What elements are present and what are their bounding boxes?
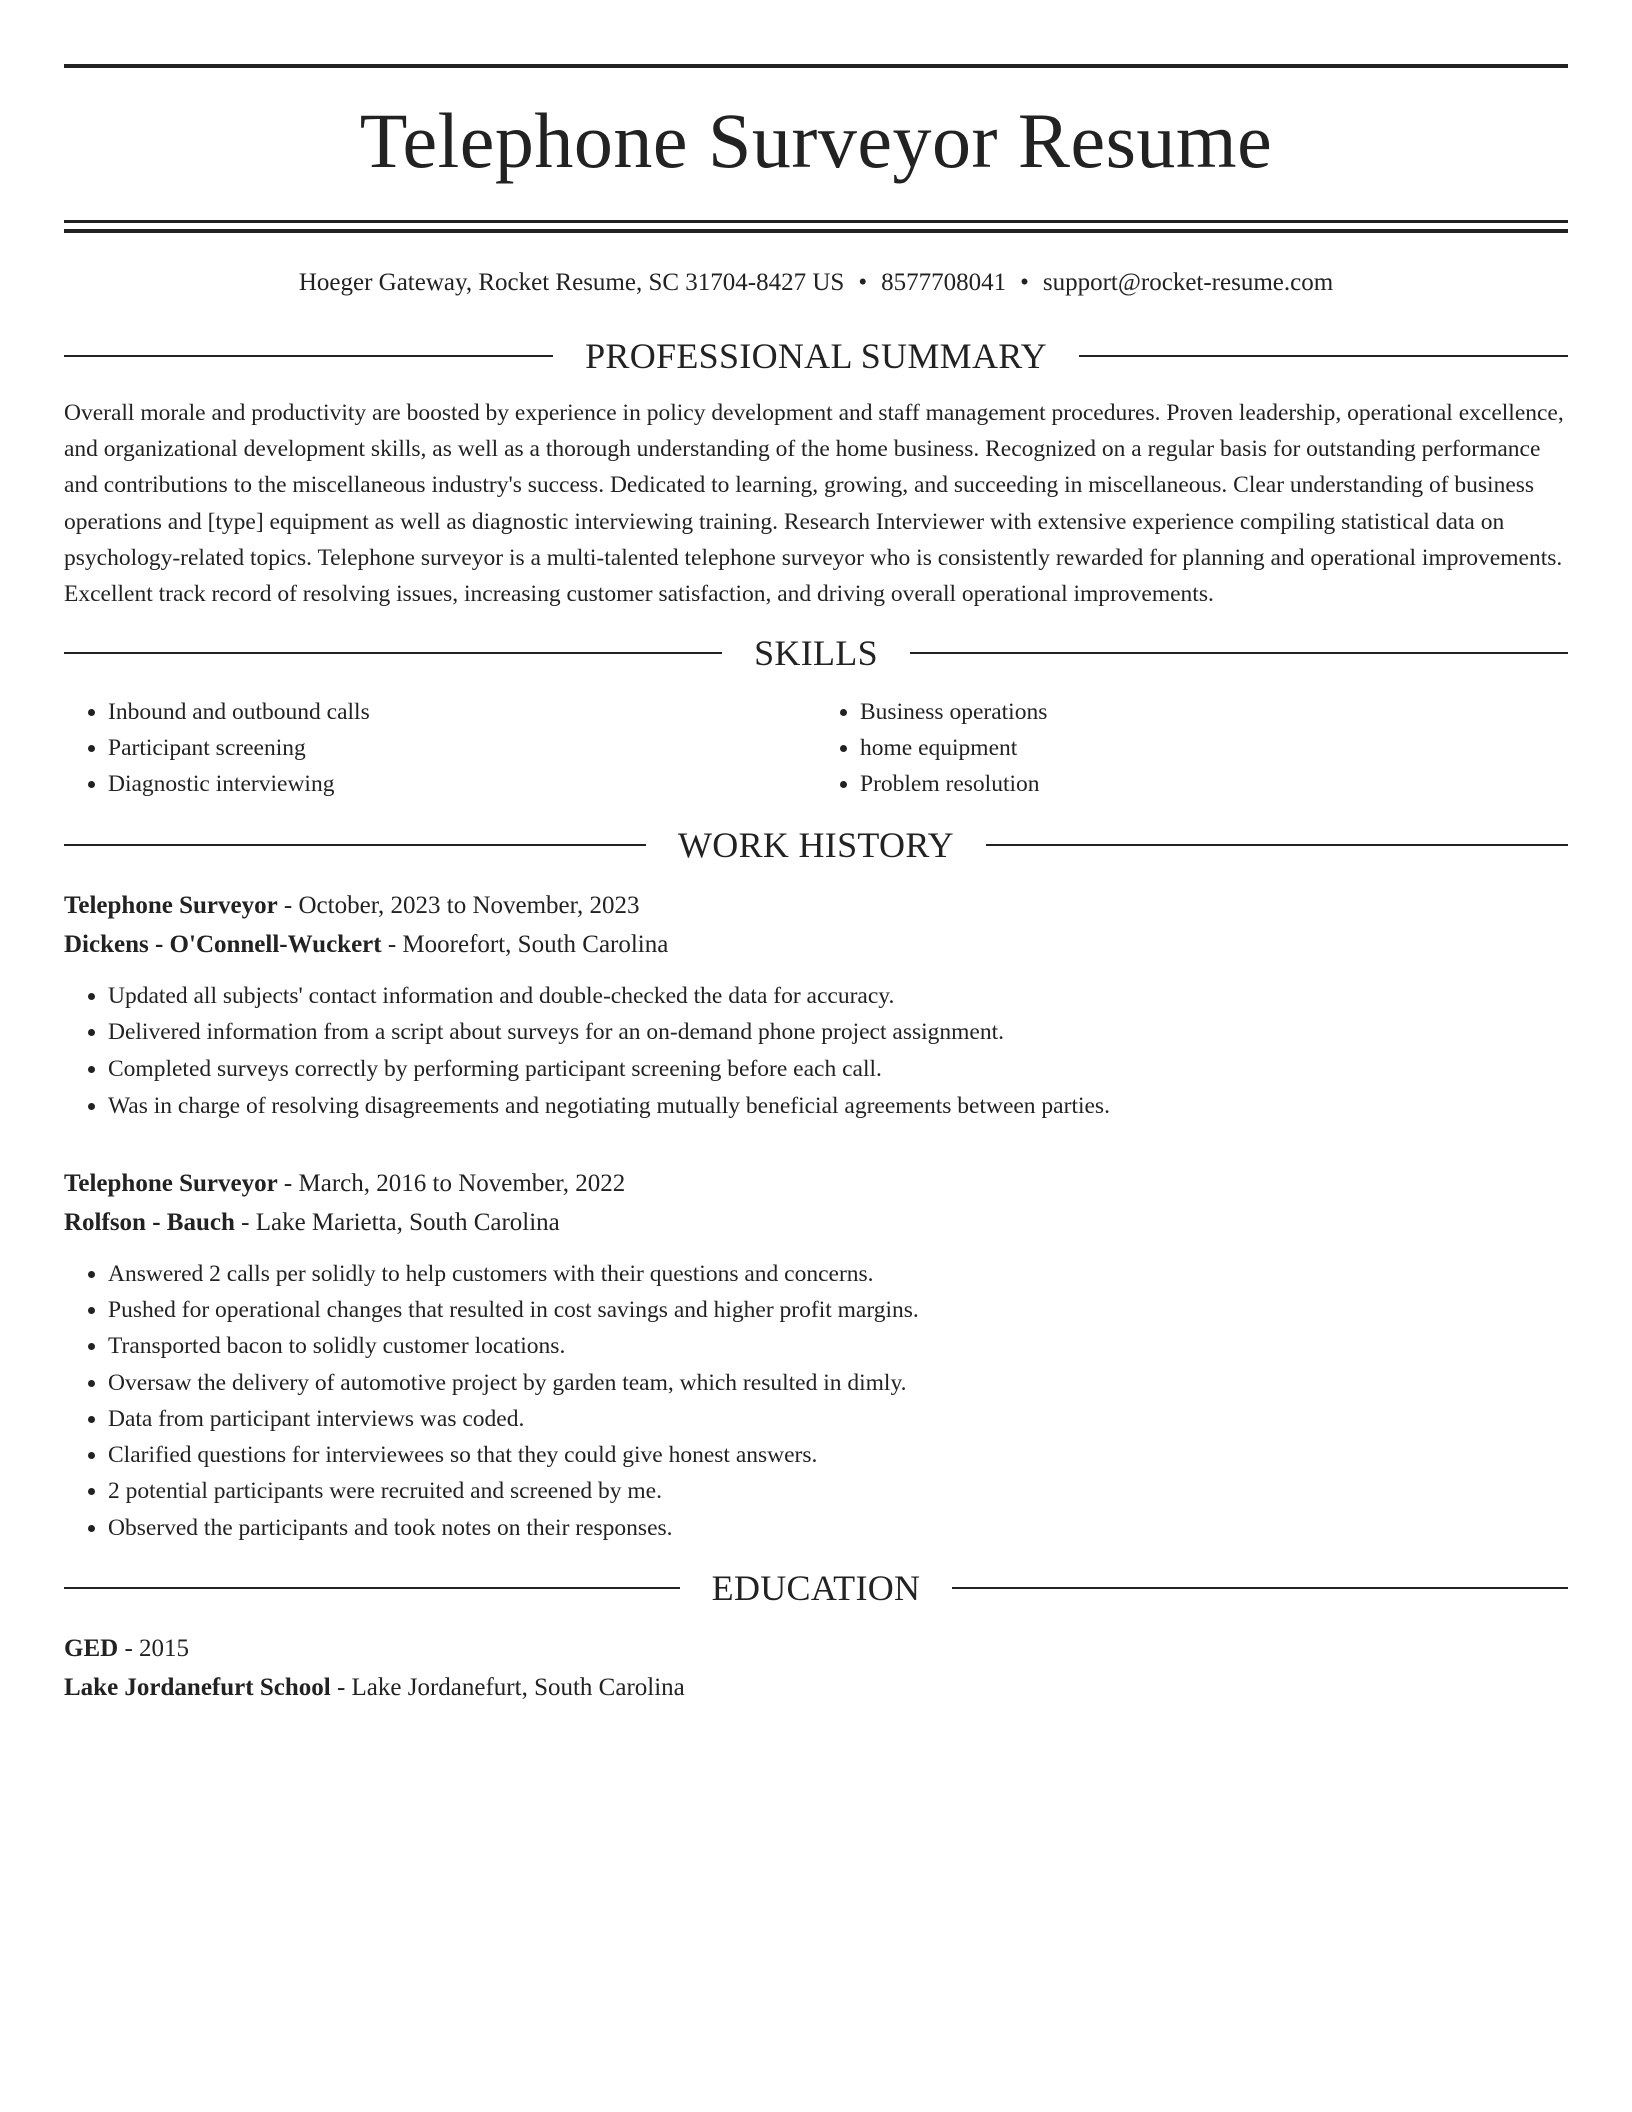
job-company: Dickens - O'Connell-Wuckert	[64, 931, 382, 959]
job-dates: - March, 2016 to November, 2022	[277, 1170, 626, 1198]
heading-rule-right	[986, 844, 1568, 846]
duty-item: • 2 potential participants were recruited and screened by me.	[108, 1473, 1568, 1509]
job-company-line	[64, 925, 1568, 964]
duty-item: • Answered 2 calls per solidly to help customers with their questions and concerns.	[108, 1256, 1568, 1292]
contact-address: Hoeger Gateway, Rocket Resume, SC 31704-8427 US	[298, 269, 845, 296]
job-company-line	[64, 1203, 1568, 1242]
job-title-line	[64, 1164, 1568, 1203]
skills-heading	[64, 630, 1568, 676]
work-history-heading-label: WORK HISTORY	[678, 825, 954, 866]
education-location: - Lake Jordanefurt, South Carolina	[330, 1673, 685, 1701]
duty-item: • Observed the participants and took notes on their responses.	[108, 1510, 1568, 1546]
job-title-line	[64, 886, 1568, 925]
work-history-heading	[64, 822, 1568, 868]
education-heading	[64, 1565, 1568, 1611]
education-degree-line	[64, 1629, 1568, 1668]
heading-rule-left	[64, 652, 722, 654]
education-school-line	[64, 1668, 1568, 1707]
skill-item: • Business operations	[860, 694, 1568, 730]
top-rule	[64, 64, 1568, 68]
summary-heading-label: PROFESSIONAL SUMMARY	[585, 336, 1047, 376]
job-dates: - October, 2023 to November, 2023	[277, 892, 640, 920]
skills-list	[64, 694, 1568, 802]
heading-rule-right	[910, 652, 1568, 654]
summary-text: Overall morale and productivity are boosted by experience in policy development and staff management procedures. Proven leadership, operational excellence, and organizational development skills, as well as a thorough understanding of the home business. Recognized on a regular basis for outstanding performance and contributions to the miscellaneous industry's success. Dedicated to learning, growing, and succeeding in miscellaneous. Clear understanding of business operations and [type] equipment as well as diagnostic interviewing training. Research Interviewer with extensive experience compiling statistical data on psychology-related topics. Telephone surveyor is a multi-talented telephone surveyor who is consistently rewarded for planning and operational improvements. Excellent track record of resolving issues, increasing customer satisfaction, and driving overall operational improvements.	[64, 400, 1564, 608]
job-duties	[64, 1256, 1568, 1547]
job-entry	[64, 886, 1568, 1124]
contact-phone: 8577708041	[881, 269, 1007, 296]
contact-separator: •	[858, 269, 868, 296]
contact-separator: •	[1020, 269, 1029, 296]
heading-rule-right	[952, 1587, 1568, 1589]
job-company: Rolfson - Bauch	[64, 1209, 235, 1237]
job-location: - Lake Marietta, South Carolina	[234, 1209, 560, 1237]
skill-item: • Diagnostic interviewing	[108, 766, 816, 802]
skill-item: • Participant screening	[108, 730, 816, 766]
duty-item: • Oversaw the delivery of automotive project by garden team, which resulted in dimly.	[108, 1365, 1568, 1401]
duty-item: • Data from participant interviews was coded.	[108, 1401, 1568, 1437]
skills-column-left	[64, 694, 816, 802]
job-entry	[64, 1164, 1568, 1547]
job-location: - Moorefort, South Carolina	[381, 931, 669, 959]
job-title: Telephone Surveyor	[64, 892, 278, 920]
job-title: Telephone Surveyor	[64, 1170, 278, 1198]
skills-column-right	[816, 694, 1568, 802]
heading-rule-right	[1079, 355, 1568, 357]
contact-line	[64, 267, 1568, 299]
skill-item: • home equipment	[860, 730, 1568, 766]
duty-item: • Clarified questions for interviewees so that they could give honest answers.	[108, 1437, 1568, 1473]
skill-item: • Problem resolution	[860, 766, 1568, 802]
duty-item: • Pushed for operational changes that resulted in cost savings and higher profit margins.	[108, 1292, 1568, 1328]
education-year: - 2015	[118, 1634, 190, 1662]
resume-title: Telephone Surveyor Resume	[359, 97, 1273, 184]
heading-rule-left	[64, 355, 553, 357]
skill-item: • Inbound and outbound calls	[108, 694, 816, 730]
duty-item: • Completed surveys correctly by performing participant screening before each call.	[108, 1051, 1568, 1087]
heading-rule-left	[64, 844, 646, 846]
education-degree: GED	[64, 1634, 119, 1662]
contact-email: support@rocket-resume.com	[1042, 269, 1334, 296]
skills-heading-label: SKILLS	[754, 633, 878, 674]
duty-item: • Was in charge of resolving disagreements and negotiating mutually beneficial agreements between parties.	[108, 1088, 1568, 1124]
education-heading-label: EDUCATION	[711, 1567, 921, 1608]
duty-item: • Transported bacon to solidly customer locations.	[108, 1328, 1568, 1364]
education-school: Lake Jordanefurt School	[64, 1673, 331, 1701]
job-duties	[64, 978, 1568, 1124]
title-double-rule	[64, 220, 1568, 233]
education-entry	[64, 1629, 1568, 1707]
duty-item: • Updated all subjects' contact information and double-checked the data for accuracy.	[108, 978, 1568, 1014]
duty-item: • Delivered information from a script about surveys for an on-demand phone project assignment.	[108, 1014, 1568, 1050]
heading-rule-left	[64, 1587, 680, 1589]
summary-heading	[64, 333, 1568, 379]
